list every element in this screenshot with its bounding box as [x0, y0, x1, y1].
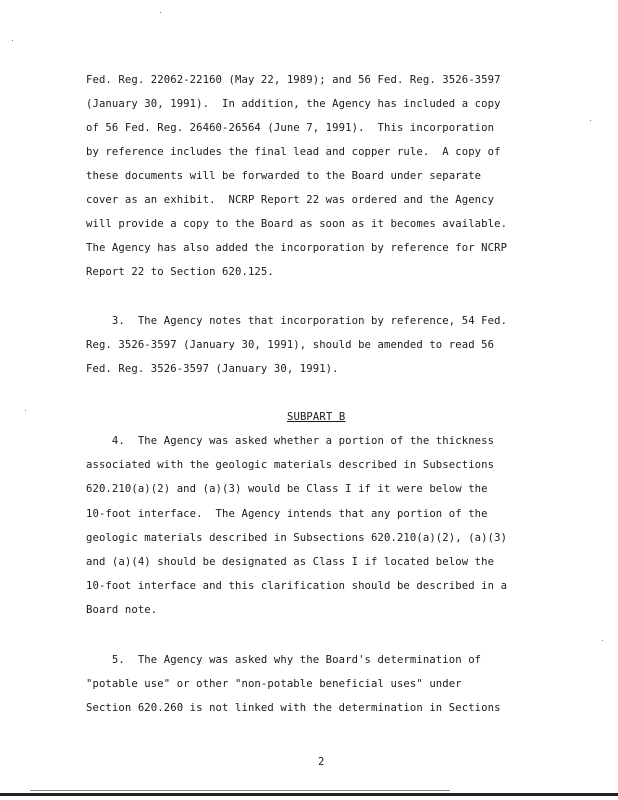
text-line: 10-foot interface and this clarification should be described in a: [86, 580, 508, 592]
text-line: 3. The Agency notes that incorporation by reference, 54 Fed.: [86, 315, 508, 327]
text-line: and (a)(4) should be designated as Class I if located below the: [86, 556, 495, 568]
text-line: Report 22 to Section 620.125.: [86, 266, 274, 278]
text-line: cover as an exhibit. NCRP Report 22 was ordered and the Agency: [86, 194, 495, 206]
scan-speck: [602, 640, 603, 641]
text-line: Fed. Reg. 3526-3597 (January 30, 1991).: [86, 363, 339, 375]
scan-speck: [12, 40, 13, 41]
text-line: (January 30, 1991). In addition, the Agency has included a copy: [86, 98, 501, 110]
scan-speck: [25, 410, 26, 411]
text-line: Fed. Reg. 22062-22160 (May 22, 1989); and 56 Fed. Reg. 3526-3597: [86, 74, 501, 86]
scan-artifact-bar: [0, 793, 618, 796]
scan-artifact-line: [30, 790, 450, 791]
scan-speck: [160, 12, 161, 13]
text-line: by reference includes the final lead and copper rule. A copy of: [86, 146, 501, 158]
text-line: these documents will be forwarded to the Board under separate: [86, 170, 482, 182]
text-line: 10-foot interface. The Agency intends that any portion of the: [86, 508, 488, 520]
text-line: Reg. 3526-3597 (January 30, 1991), should be amended to read 56: [86, 339, 495, 351]
subpart-heading: SUBPART B: [287, 411, 346, 423]
scan-speck: [590, 120, 591, 121]
text-line: 4. The Agency was asked whether a portion of the thickness: [86, 435, 495, 447]
text-line: will provide a copy to the Board as soon as it becomes available.: [86, 218, 508, 230]
text-line: associated with the geologic materials described in Subsections: [86, 459, 495, 471]
text-line: The Agency has also added the incorporation by reference for NCRP: [86, 242, 508, 254]
text-line: 620.210(a)(2) and (a)(3) would be Class I if it were below the: [86, 483, 488, 495]
text-line: "potable use" or other "non-potable beneficial uses" under: [86, 678, 462, 690]
text-line: Board note.: [86, 604, 158, 616]
text-line: geologic materials described in Subsections 620.210(a)(2), (a)(3): [86, 532, 508, 544]
text-line: 5. The Agency was asked why the Board's determination of: [86, 654, 482, 666]
text-line: of 56 Fed. Reg. 26460-26564 (June 7, 1991). This incorporation: [86, 122, 495, 134]
page-number: 2: [318, 756, 325, 768]
text-line: Section 620.260 is not linked with the determination in Sections: [86, 702, 501, 714]
